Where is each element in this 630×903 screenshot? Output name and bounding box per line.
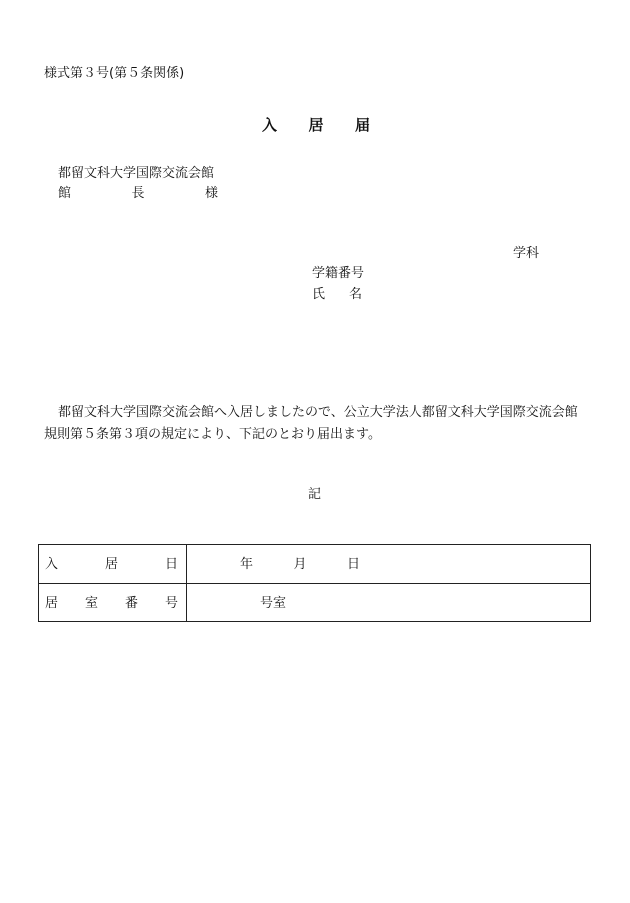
day-char: 日 [346,557,360,572]
title-char: 届 [354,116,370,134]
addressee-title [58,187,218,200]
addressee-char: 長 [131,186,145,201]
room-number-value-cell[interactable] [187,584,590,622]
form-number: 様式第３号(第５条関係) [44,66,185,81]
table-row-move-in-date [39,545,590,584]
label-char: 入 [45,557,59,572]
body-text-line: 都留文科大学国際交流会館へ入居しましたので、公立大学法人都留文科大学国際交流会館 [58,405,578,420]
title-char: 入 [262,116,278,134]
move-in-date-label-cell [39,545,187,583]
move-in-date-value-cell[interactable] [187,545,590,583]
date-field [240,558,360,571]
table-row-room-number [39,584,590,622]
title-char: 居 [308,116,324,134]
room-suffix: 号室 [260,596,287,611]
ki-heading: 記 [308,487,322,502]
addressee-char: 様 [204,186,218,201]
addressee-char: 館 [58,186,72,201]
month-char: 月 [293,557,307,572]
label-char: 日 [164,557,178,572]
name-label-char: 氏 [312,287,326,302]
department-label: 学科 [513,246,540,261]
name-label-char: 名 [348,287,362,302]
body-text-line: 規則第５条第３項の規定により、下記のとおり届出ます。 [44,427,381,442]
label-char: 居 [45,596,59,611]
addressee-organization: 都留文科大学国際交流会館 [58,166,215,181]
document-title [262,118,370,133]
student-id-label: 学籍番号 [312,266,365,281]
label-char: 番 [124,596,138,611]
room-number-label [45,597,178,610]
name-label [312,288,362,301]
move-in-date-label [45,558,178,571]
entry-table [38,544,591,622]
year-char: 年 [240,557,254,572]
label-char: 号 [164,596,178,611]
label-char: 室 [84,596,98,611]
room-number-label-cell [39,584,187,622]
label-char: 居 [104,557,118,572]
